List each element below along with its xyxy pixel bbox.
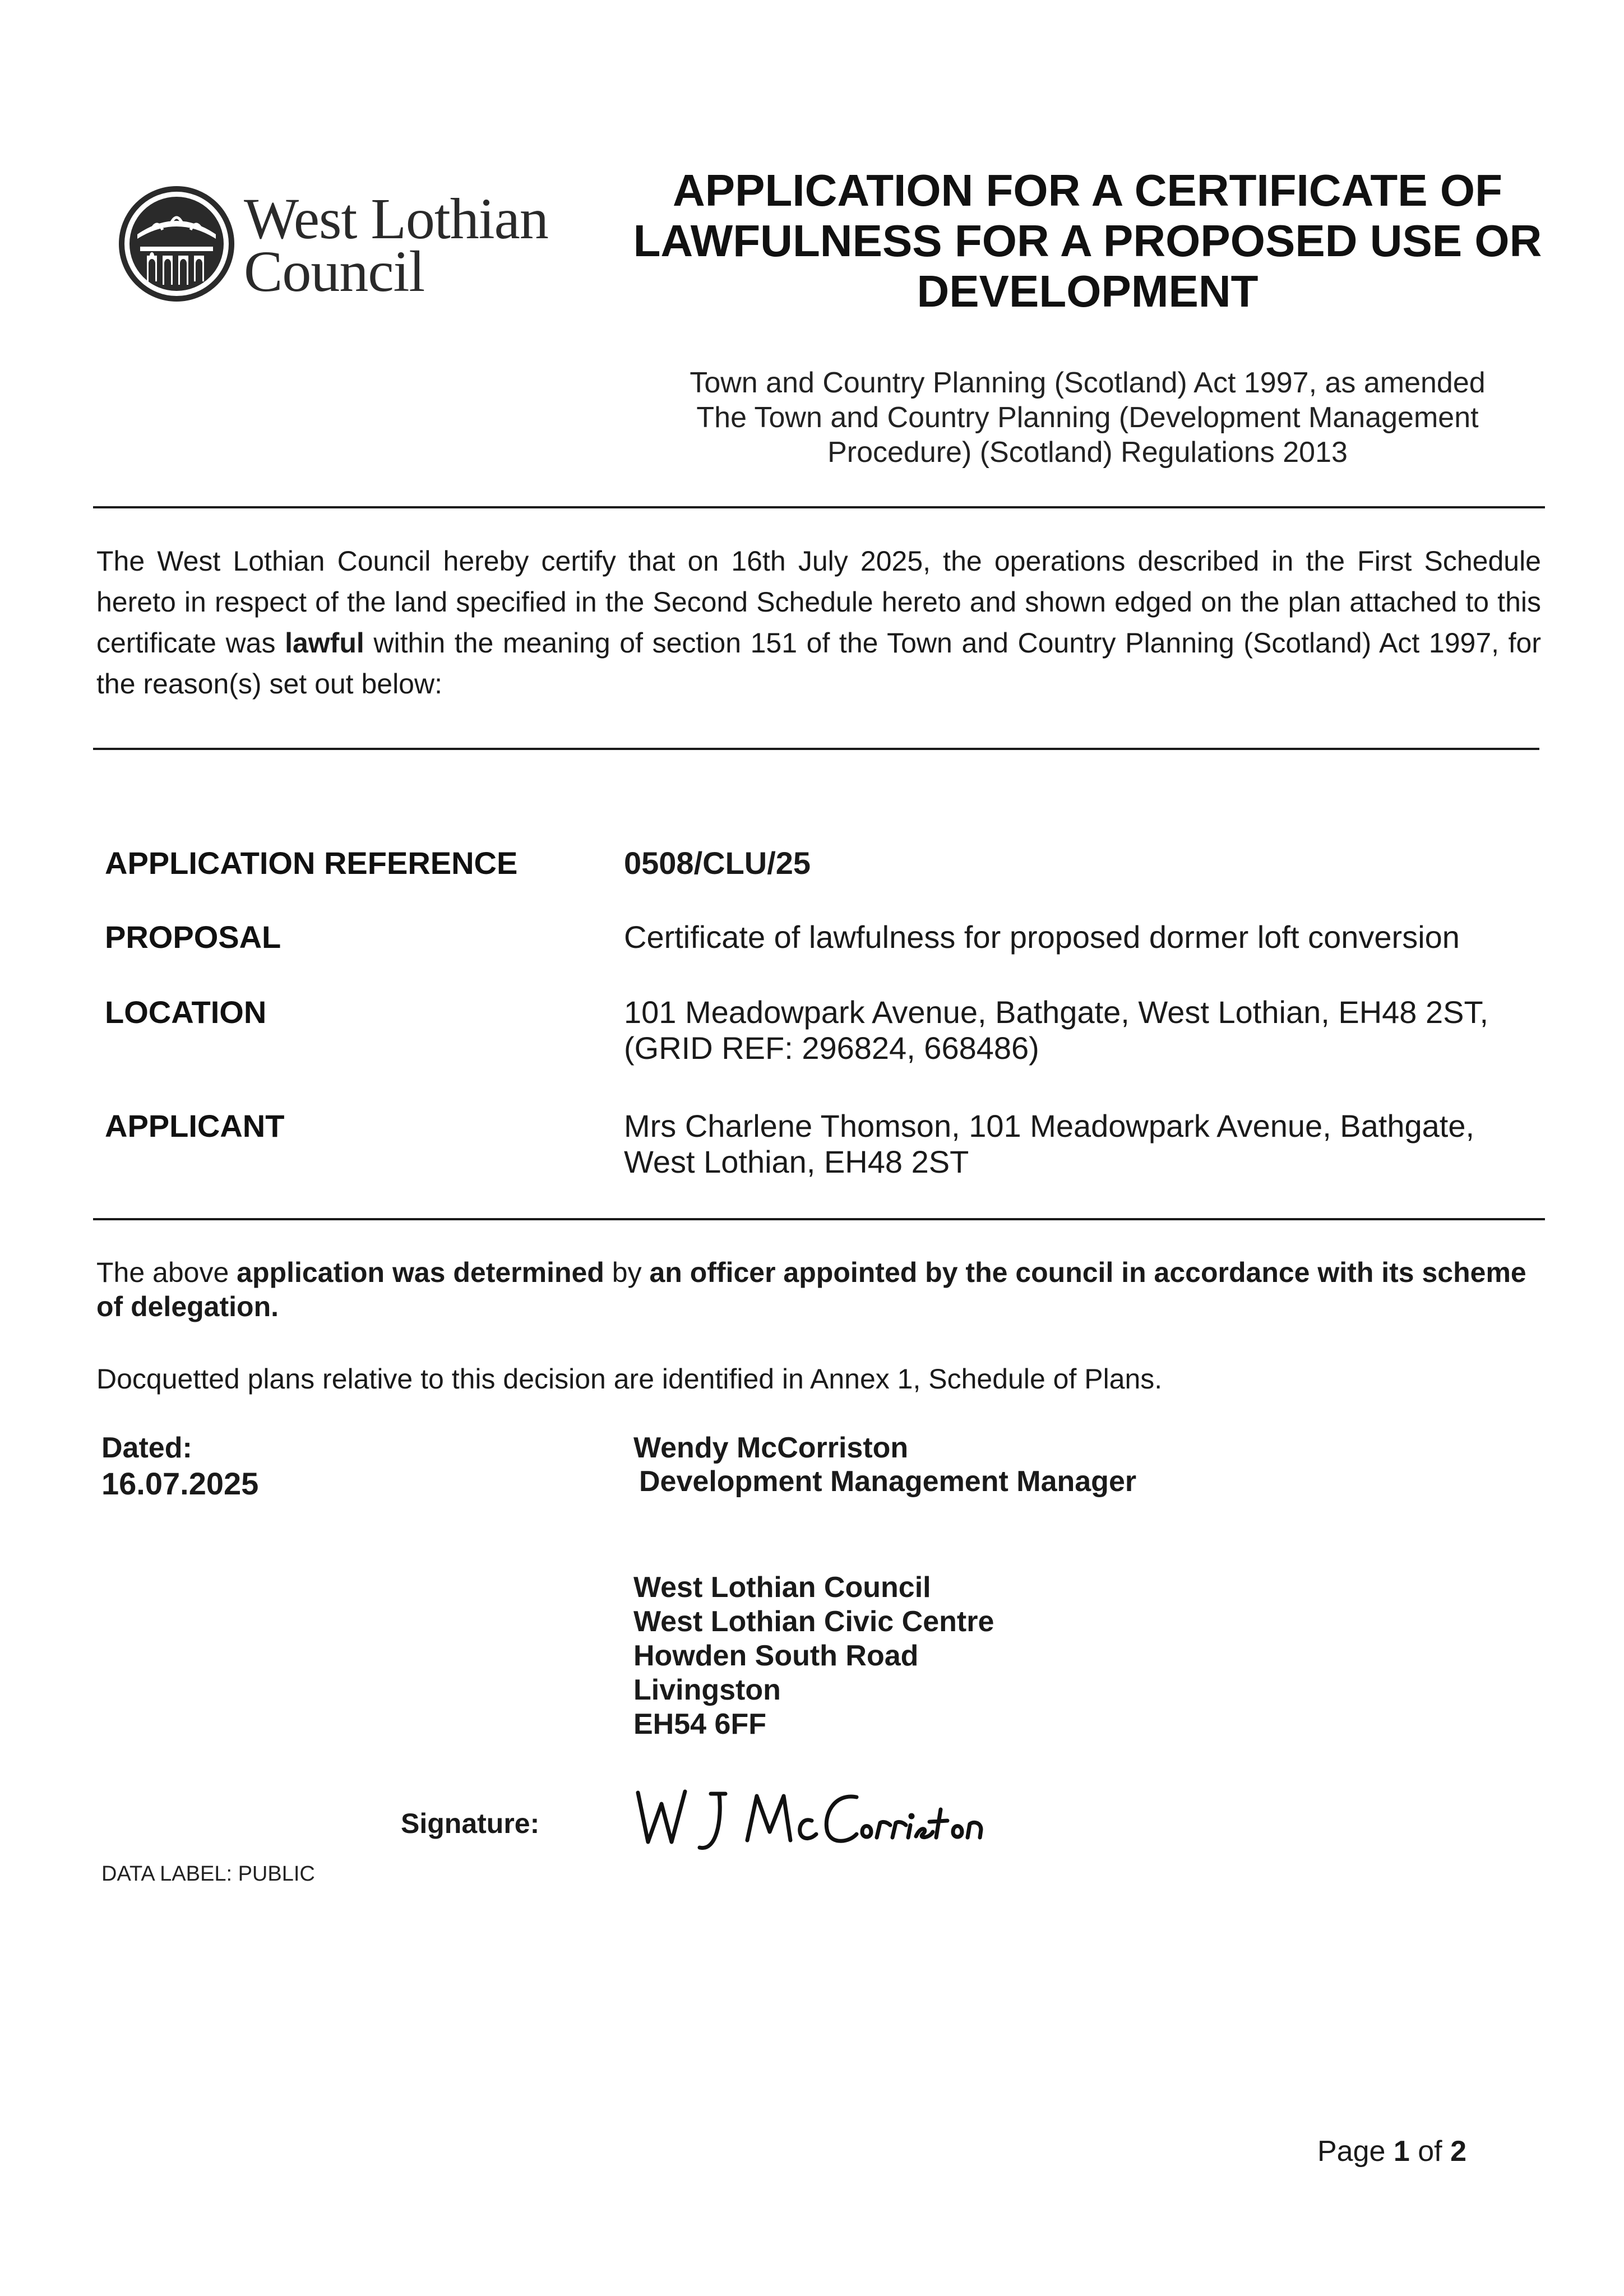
page-number <box>1317 2135 1466 2168</box>
page-current: 1 <box>1393 2135 1410 2168</box>
page-total: 2 <box>1450 2135 1466 2168</box>
legislation-subtitle <box>622 365 1553 470</box>
divider-bottom <box>93 1218 1545 1220</box>
logo-wordmark <box>244 187 548 304</box>
subtitle-line-2: The Town and Country Planning (Development Management <box>696 401 1479 434</box>
location-line-1: 101 Meadowpark Avenue, Bathgate, West Lothian, EH48 2ST, <box>624 994 1489 1030</box>
viaduct-crest-icon <box>118 185 235 303</box>
location-value <box>624 994 1566 1066</box>
document-title <box>622 165 1553 317</box>
divider-middle <box>93 748 1539 750</box>
divider-top <box>93 506 1545 508</box>
docquetted-plans-note: Docquetted plans relative to this decision are identified in Annex 1, Schedule of Plans. <box>96 1363 1163 1395</box>
proposal-value: Certificate of lawfulness for proposed dormer loft conversion <box>624 919 1460 955</box>
applicant-label: APPLICANT <box>105 1108 285 1144</box>
address-line-3: Howden South Road <box>633 1640 919 1672</box>
dated-value: 16.07.2025 <box>101 1466 259 1501</box>
data-label: DATA LABEL: PUBLIC <box>101 1862 315 1886</box>
applicant-line-2: West Lothian, EH48 2ST <box>624 1144 969 1179</box>
reference-label: APPLICATION REFERENCE <box>105 845 518 881</box>
cert-text-2: within the meaning of section 151 of the Town and Country Planning (Scotland) Act 1997, for the reason(s) set out below: <box>96 627 1541 700</box>
location-label: LOCATION <box>105 994 267 1030</box>
handwritten-signature <box>627 1776 1030 1860</box>
title-line-2: LAWFULNESS FOR A PROPOSED USE OR <box>633 216 1542 266</box>
determination-bold-2: an officer appointed by the council in accordance with its scheme of delegation. <box>96 1257 1526 1322</box>
cert-text-1: The West Lothian Council hereby certify that on 16th July 2025, the operations described in the First Schedule hereto in respect of the land specified in the Second Schedule hereto and shown edged on the plan attached to this certificate was <box>96 545 1541 659</box>
address-line-2: West Lothian Civic Centre <box>633 1605 994 1638</box>
address-line-5: EH54 6FF <box>633 1708 766 1740</box>
title-line-3: DEVELOPMENT <box>917 266 1259 316</box>
proposal-label: PROPOSAL <box>105 919 281 955</box>
logo-line-2: Council <box>244 239 425 304</box>
logo-line-1: West Lothian <box>244 187 548 251</box>
page-word: Page <box>1317 2135 1394 2168</box>
officer-block <box>633 1431 1136 1498</box>
officer-title: Development Management Manager <box>639 1465 1137 1498</box>
title-line-1: APPLICATION FOR A CERTIFICATE OF <box>673 165 1502 215</box>
officer-name: Wendy McCorriston <box>633 1432 909 1464</box>
address-line-4: Livingston <box>633 1674 781 1706</box>
location-line-2: (GRID REF: 296824, 668486) <box>624 1030 1039 1066</box>
council-logo <box>118 185 566 314</box>
subtitle-line-3: Procedure) (Scotland) Regulations 2013 <box>827 436 1348 469</box>
page-of: of <box>1409 2135 1451 2168</box>
applicant-line-1: Mrs Charlene Thomson, 101 Meadowpark Avenue, Bathgate, <box>624 1108 1475 1144</box>
cert-lawful: lawful <box>285 627 364 659</box>
certification-paragraph <box>96 541 1541 705</box>
subtitle-line-1: Town and Country Planning (Scotland) Act 1997, as amended <box>690 367 1486 399</box>
determination-text-2: by <box>604 1257 650 1288</box>
applicant-value <box>624 1108 1566 1180</box>
determination-text-1: The above <box>96 1257 237 1288</box>
dated-label: Dated: <box>101 1432 192 1464</box>
address-line-1: West Lothian Council <box>633 1571 931 1604</box>
determination-paragraph <box>96 1256 1541 1324</box>
reference-value: 0508/CLU/25 <box>624 845 811 881</box>
signature-label: Signature: <box>401 1808 540 1839</box>
determination-bold-1: application was determined <box>237 1257 604 1288</box>
council-address <box>633 1571 994 1742</box>
